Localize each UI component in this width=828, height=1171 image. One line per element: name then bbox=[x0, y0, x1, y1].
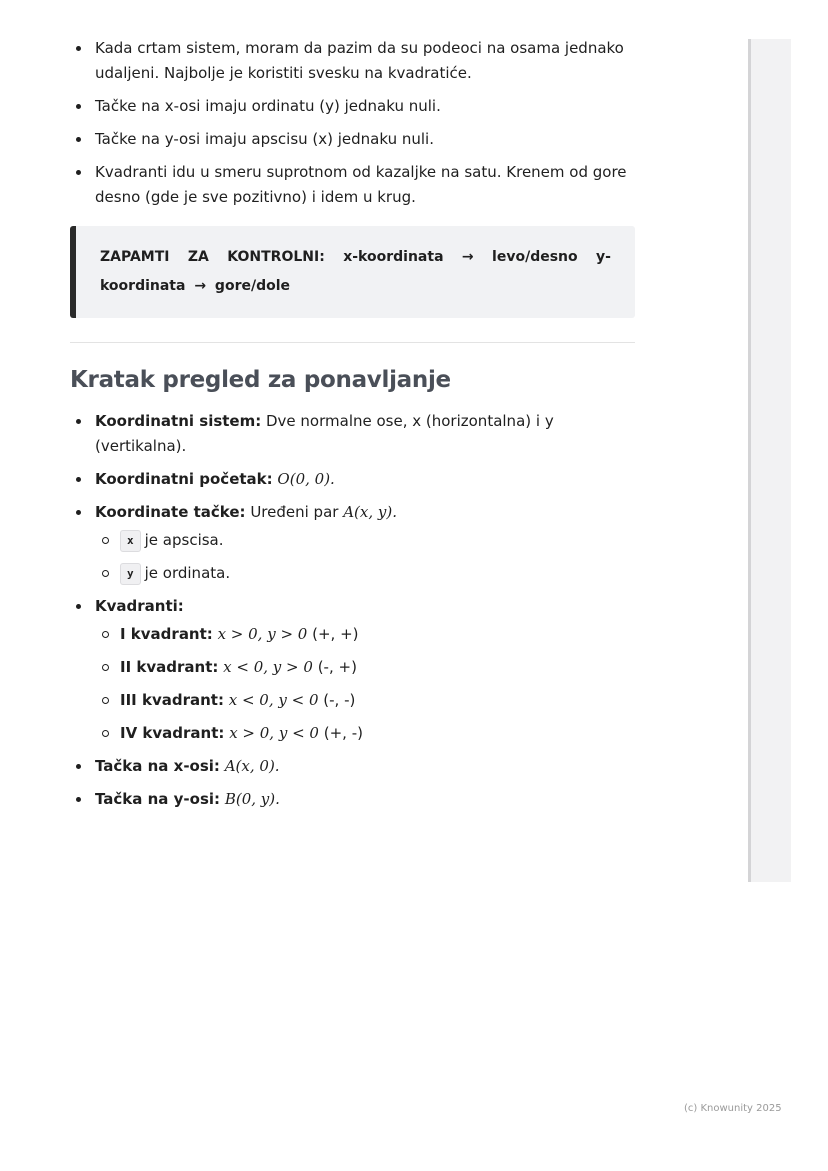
math-expression: B(0, y). bbox=[224, 790, 280, 808]
item-label: Tačka na y-osi: bbox=[95, 790, 221, 808]
item-label: Koordinatni početak: bbox=[95, 470, 273, 488]
list-item-tacka bbox=[70, 500, 635, 586]
math-expression: A(x, 0). bbox=[224, 757, 280, 775]
right-margin-bar bbox=[748, 39, 791, 882]
quadrant-signs: (+, +) bbox=[312, 625, 359, 643]
sublist-item bbox=[95, 528, 635, 553]
divider bbox=[70, 342, 635, 343]
item-text: je apscisa. bbox=[144, 531, 224, 549]
math-expression: x < 0, y < 0 bbox=[228, 691, 319, 709]
footer-copyright: (c) Knowunity 2025 bbox=[684, 1103, 782, 1114]
item-label: Koordinate tačke: bbox=[95, 503, 246, 521]
list-item-pocetak bbox=[70, 467, 635, 492]
math-expression: O(0, 0). bbox=[277, 470, 335, 488]
list-item: Tačke na x-osi imaju ordinatu (y) jednaku nuli. bbox=[70, 94, 635, 119]
quadrant-label: I kvadrant: bbox=[120, 625, 213, 643]
item-label: Tačka na x-osi: bbox=[95, 757, 220, 775]
quadrant-label: III kvadrant: bbox=[120, 691, 224, 709]
list-item: Kada crtam sistem, moram da pazim da su podeoci na osama jednako udaljeni. Najbolje je koristiti svesku na kvadratiće. bbox=[70, 36, 635, 86]
list-item: Tačke na y-osi imaju apscisu (x) jednaku nuli. bbox=[70, 127, 635, 152]
list-item-xosa bbox=[70, 754, 635, 779]
item-text: je ordinata. bbox=[144, 564, 231, 582]
sublist-item bbox=[95, 655, 635, 680]
document-content bbox=[70, 36, 635, 820]
quadrant-signs: (-, +) bbox=[317, 658, 357, 676]
quadrant-signs: (+, -) bbox=[323, 724, 363, 742]
math-expression: x > 0, y > 0 bbox=[217, 625, 308, 643]
sublist-item bbox=[95, 561, 635, 586]
summary-list bbox=[70, 409, 635, 812]
sublist bbox=[95, 622, 635, 746]
quadrant-signs: (-, -) bbox=[323, 691, 356, 709]
intro-list bbox=[70, 36, 635, 210]
math-expression: x > 0, y < 0 bbox=[229, 724, 319, 742]
item-text: Uređeni par bbox=[245, 503, 344, 521]
list-item-kvadranti bbox=[70, 594, 635, 746]
math-expression: A(x, y). bbox=[343, 503, 397, 521]
code-chip: y bbox=[120, 563, 141, 585]
list-item: Kvadranti idu u smeru suprotnom od kazaljke na satu. Krenem od gore desno (gde je sve pozitivno) i idem u krug. bbox=[70, 160, 635, 210]
section-heading: Kratak pregled za ponavljanje bbox=[70, 367, 451, 393]
code-chip: x bbox=[120, 530, 141, 552]
math-expression: x < 0, y > 0 bbox=[223, 658, 313, 676]
quadrant-label: IV kvadrant: bbox=[120, 724, 225, 742]
sublist-item bbox=[95, 622, 635, 647]
quadrant-label: II kvadrant: bbox=[120, 658, 219, 676]
list-item-yosa bbox=[70, 787, 635, 812]
callout-box: ZAPAMTI ZA KONTROLNI: x-koordinata → levo/desno y-koordinata → gore/dole bbox=[70, 226, 635, 318]
item-label: Koordinatni sistem: bbox=[95, 412, 262, 430]
list-item-sistem bbox=[70, 409, 635, 459]
sublist-item bbox=[95, 721, 635, 746]
item-text: Dve normalne ose, x (horizontalna) i y (vertikalna). bbox=[95, 412, 554, 455]
sublist-item bbox=[95, 688, 635, 713]
item-label: Kvadranti: bbox=[95, 597, 184, 615]
sublist bbox=[95, 528, 635, 586]
